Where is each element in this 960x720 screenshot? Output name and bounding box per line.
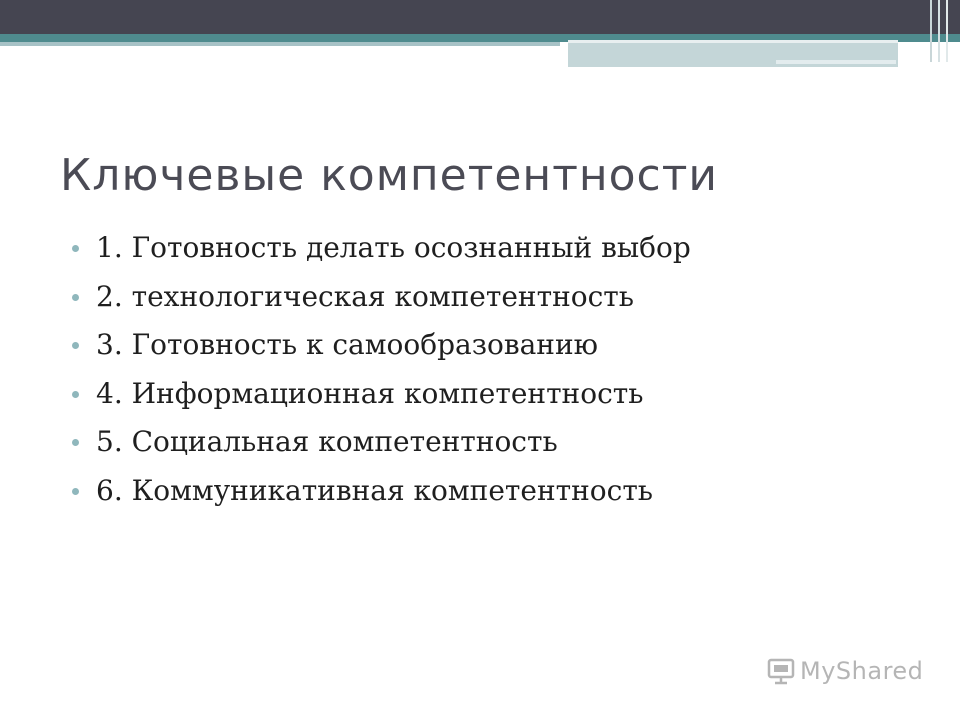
bullet-dot-icon (72, 245, 79, 252)
slide-title: Ключевые компетентности (60, 150, 718, 201)
bullet-dot-icon (72, 439, 79, 446)
corner-decoration (926, 0, 960, 62)
bullet-dot-icon (72, 391, 79, 398)
top-banner-step-inner (776, 60, 896, 64)
top-banner-light (0, 42, 560, 46)
bullet-text: 5. Социальная компетентность (96, 425, 558, 459)
bullet-item (70, 370, 691, 419)
watermark-text: MyShared (800, 657, 924, 685)
bullet-item (70, 418, 691, 467)
bullet-item (70, 467, 691, 516)
bullet-dot-icon (72, 342, 79, 349)
bullet-dot-icon (72, 488, 79, 495)
bullet-text: 3. Готовность к самообразованию (96, 328, 598, 362)
bullet-dot-icon (72, 294, 79, 301)
bullet-text: 4. Информационная компетентность (96, 376, 644, 410)
watermark (766, 656, 923, 686)
bullet-item (70, 321, 691, 370)
bullet-text: 1. Готовность делать осознанный выбор (96, 231, 691, 264)
bullet-list (70, 224, 691, 516)
bullet-item (70, 224, 691, 273)
top-banner-dark (0, 0, 960, 34)
bullet-text: 6. Коммуникативная компетентность (96, 473, 654, 507)
bullet-text: 2. технологическая компетентность (96, 279, 635, 313)
presentation-board-icon (766, 656, 796, 686)
bullet-item (70, 273, 691, 322)
